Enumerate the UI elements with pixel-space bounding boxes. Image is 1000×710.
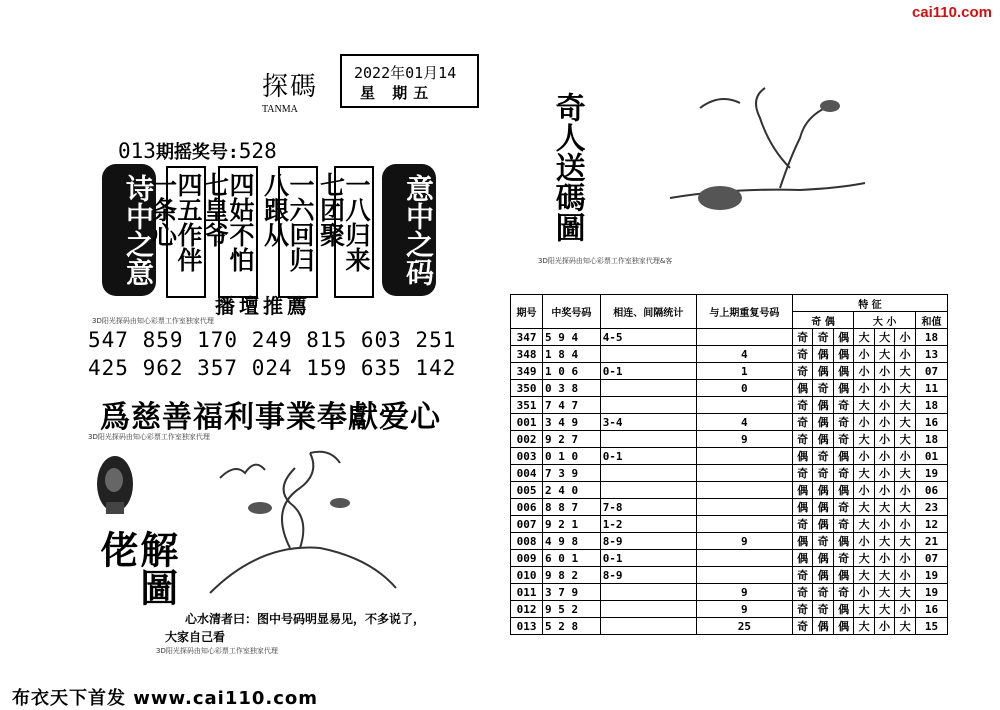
table-row <box>511 482 948 499</box>
cell-oe-3: 偶 <box>833 363 854 380</box>
cell-issue: 347 <box>511 329 543 346</box>
cell-bs-3: 大 <box>895 618 916 635</box>
cell-adjacent <box>600 601 696 618</box>
cell-repeat: 9 <box>696 601 792 618</box>
cell-adjacent: 8-9 <box>600 567 696 584</box>
cell-adjacent <box>600 380 696 397</box>
weekday-text: 星 期五 <box>360 84 435 102</box>
cell-adjacent <box>600 584 696 601</box>
cell-sum: 01 <box>915 448 947 465</box>
cell-winning: 4 9 8 <box>543 533 601 550</box>
cell-adjacent: 1-2 <box>600 516 696 533</box>
cell-sum: 13 <box>915 346 947 363</box>
cell-bs-2: 大 <box>874 346 895 363</box>
cell-oe-2: 偶 <box>813 516 834 533</box>
cell-sum: 19 <box>915 584 947 601</box>
cell-bs-1: 大 <box>854 550 875 567</box>
cell-bs-3: 小 <box>895 567 916 584</box>
cell-issue: 351 <box>511 397 543 414</box>
cell-sum: 07 <box>915 550 947 567</box>
cell-oe-1: 奇 <box>792 414 813 431</box>
cell-oe-3: 奇 <box>833 550 854 567</box>
cell-oe-1: 奇 <box>792 465 813 482</box>
cell-oe-1: 奇 <box>792 346 813 363</box>
cell-sum: 16 <box>915 414 947 431</box>
sprout-sketch <box>200 448 400 598</box>
cell-bs-3: 大 <box>895 363 916 380</box>
cell-adjacent: 8-9 <box>600 533 696 550</box>
col-odd-even: 奇 偶 <box>792 312 854 329</box>
col-sum: 和值 <box>915 312 947 329</box>
cell-issue: 350 <box>511 380 543 397</box>
cell-bs-3: 小 <box>895 550 916 567</box>
cell-oe-1: 奇 <box>792 584 813 601</box>
cell-sum: 18 <box>915 431 947 448</box>
cell-adjacent <box>600 346 696 363</box>
cell-winning: 5 9 4 <box>543 329 601 346</box>
credit-small-3: 3D阳光探码由知心彩票工作室独家代理 <box>156 647 278 655</box>
cell-oe-2: 偶 <box>813 431 834 448</box>
poem-column-2: 四姑不怕七皇爷 <box>218 166 258 298</box>
cell-oe-3: 偶 <box>833 346 854 363</box>
table-row <box>511 618 948 635</box>
cell-oe-3: 奇 <box>833 499 854 516</box>
cell-repeat: 4 <box>696 414 792 431</box>
page-subtitle: TANMA <box>262 104 298 115</box>
cell-issue: 007 <box>511 516 543 533</box>
cell-adjacent <box>600 618 696 635</box>
cell-winning: 9 2 7 <box>543 431 601 448</box>
cell-repeat: 4 <box>696 346 792 363</box>
qiren-sketch <box>640 78 870 228</box>
col-repeat: 与上期重复号码 <box>696 295 792 329</box>
cell-issue: 002 <box>511 431 543 448</box>
cell-oe-1: 奇 <box>792 329 813 346</box>
cell-repeat <box>696 499 792 516</box>
history-table <box>510 294 948 635</box>
cell-bs-1: 大 <box>854 397 875 414</box>
cell-bs-3: 大 <box>895 499 916 516</box>
cell-sum: 23 <box>915 499 947 516</box>
numbers-row-1: 547 859 170 249 815 603 251 <box>88 328 457 352</box>
cell-oe-3: 偶 <box>833 533 854 550</box>
cell-adjacent: 3-4 <box>600 414 696 431</box>
cell-oe-1: 奇 <box>792 567 813 584</box>
cell-bs-2: 小 <box>874 465 895 482</box>
cell-bs-2: 大 <box>874 499 895 516</box>
cell-bs-1: 大 <box>854 431 875 448</box>
cell-winning: 0 3 8 <box>543 380 601 397</box>
cell-bs-1: 大 <box>854 499 875 516</box>
credit-small-2: 3D阳光探码由知心彩票工作室独家代理 <box>88 433 210 441</box>
cell-winning: 3 7 9 <box>543 584 601 601</box>
cell-bs-2: 小 <box>874 516 895 533</box>
cell-sum: 15 <box>915 618 947 635</box>
cell-bs-3: 大 <box>895 397 916 414</box>
table-row <box>511 448 948 465</box>
cell-oe-3: 偶 <box>833 618 854 635</box>
cell-winning: 5 2 8 <box>543 618 601 635</box>
cell-bs-1: 小 <box>854 380 875 397</box>
cell-issue: 013 <box>511 618 543 635</box>
cell-adjacent <box>600 431 696 448</box>
comment-line-1: 心水清者曰：图中号码明显易见，不多说了， <box>185 612 426 626</box>
cell-oe-1: 奇 <box>792 431 813 448</box>
credit-small: 3D阳光探码由知心彩票工作室独家代理 <box>92 317 214 325</box>
cell-oe-2: 奇 <box>813 601 834 618</box>
cell-bs-1: 大 <box>854 567 875 584</box>
cell-oe-3: 偶 <box>833 482 854 499</box>
cell-repeat <box>696 397 792 414</box>
cell-repeat: 9 <box>696 431 792 448</box>
table-row <box>511 516 948 533</box>
cell-adjacent <box>600 482 696 499</box>
cell-oe-1: 奇 <box>792 601 813 618</box>
cell-repeat: 9 <box>696 584 792 601</box>
cell-sum: 19 <box>915 567 947 584</box>
cell-bs-2: 小 <box>874 482 895 499</box>
cell-repeat: 1 <box>696 363 792 380</box>
cell-winning: 1 8 4 <box>543 346 601 363</box>
cell-sum: 11 <box>915 380 947 397</box>
cell-oe-2: 偶 <box>813 363 834 380</box>
table-row <box>511 397 948 414</box>
cell-bs-1: 大 <box>854 601 875 618</box>
cell-bs-3: 大 <box>895 380 916 397</box>
cell-oe-2: 偶 <box>813 567 834 584</box>
cell-bs-2: 大 <box>874 584 895 601</box>
cell-adjacent <box>600 397 696 414</box>
cell-bs-2: 大 <box>874 533 895 550</box>
cell-oe-1: 奇 <box>792 397 813 414</box>
cell-oe-2: 偶 <box>813 550 834 567</box>
cell-issue: 349 <box>511 363 543 380</box>
cell-oe-3: 偶 <box>833 448 854 465</box>
cell-winning: 2 4 0 <box>543 482 601 499</box>
cell-repeat <box>696 550 792 567</box>
recommend-heading: 播壇推薦 <box>215 294 311 318</box>
cell-sum: 18 <box>915 397 947 414</box>
cell-winning: 9 5 2 <box>543 601 601 618</box>
cell-bs-3: 小 <box>895 329 916 346</box>
cell-bs-2: 小 <box>874 448 895 465</box>
cell-bs-3: 小 <box>895 516 916 533</box>
table-row <box>511 601 948 618</box>
cell-bs-2: 大 <box>874 329 895 346</box>
cell-oe-1: 奇 <box>792 516 813 533</box>
cell-bs-1: 大 <box>854 329 875 346</box>
cell-oe-3: 奇 <box>833 584 854 601</box>
cell-bs-2: 小 <box>874 414 895 431</box>
cell-repeat: 9 <box>696 533 792 550</box>
cell-bs-1: 大 <box>854 516 875 533</box>
cell-winning: 9 8 2 <box>543 567 601 584</box>
cell-bs-3: 小 <box>895 601 916 618</box>
cell-issue: 010 <box>511 567 543 584</box>
poem-column-4: 一八归来七团聚 <box>334 166 374 298</box>
cell-oe-2: 偶 <box>813 414 834 431</box>
cell-oe-3: 奇 <box>833 431 854 448</box>
cell-issue: 006 <box>511 499 543 516</box>
footer-text: 布衣天下首发 www.cai110.com <box>12 688 319 709</box>
cell-oe-3: 奇 <box>833 397 854 414</box>
cell-oe-1: 偶 <box>792 380 813 397</box>
cell-bs-1: 小 <box>854 533 875 550</box>
col-big-small: 大 小 <box>854 312 916 329</box>
cell-oe-2: 偶 <box>813 499 834 516</box>
cell-winning: 7 3 9 <box>543 465 601 482</box>
cell-oe-2: 奇 <box>813 380 834 397</box>
cell-repeat <box>696 465 792 482</box>
table-row <box>511 533 948 550</box>
table-row <box>511 550 948 567</box>
cell-bs-2: 大 <box>874 601 895 618</box>
cell-adjacent: 0-1 <box>600 363 696 380</box>
table-row <box>511 329 948 346</box>
cell-oe-3: 偶 <box>833 380 854 397</box>
cell-oe-1: 偶 <box>792 482 813 499</box>
cell-bs-2: 小 <box>874 363 895 380</box>
qiren-title: 奇人送碼圖 <box>549 92 585 242</box>
cell-bs-2: 小 <box>874 380 895 397</box>
cell-sum: 16 <box>915 601 947 618</box>
table-row <box>511 431 948 448</box>
cell-oe-1: 偶 <box>792 533 813 550</box>
cell-oe-2: 偶 <box>813 618 834 635</box>
issue-label: 期摇奖号: <box>155 142 239 163</box>
numbers-row-2: 425 962 357 024 159 635 142 <box>88 356 457 380</box>
cell-oe-3: 偶 <box>833 601 854 618</box>
cell-bs-1: 小 <box>854 584 875 601</box>
cell-bs-3: 小 <box>895 482 916 499</box>
qiren-credit: 3D阳光探码由知心彩票工作室独家代理&客 <box>538 257 673 265</box>
cell-bs-3: 大 <box>895 465 916 482</box>
cell-oe-3: 奇 <box>833 414 854 431</box>
page-title: 探碼 <box>262 72 319 102</box>
comment-line-2: 大家自己看 <box>165 630 226 644</box>
cell-bs-3: 小 <box>895 346 916 363</box>
cell-oe-2: 奇 <box>813 329 834 346</box>
cell-adjacent: 0-1 <box>600 550 696 567</box>
cell-winning: 6 0 1 <box>543 550 601 567</box>
poem-column-1: 四五作伴一条心 <box>166 166 206 298</box>
table-row <box>511 414 948 431</box>
cell-bs-3: 大 <box>895 584 916 601</box>
poem-left-box: 诗中之意 <box>102 164 156 296</box>
cell-sum: 12 <box>915 516 947 533</box>
cell-bs-3: 大 <box>895 414 916 431</box>
cell-repeat: 0 <box>696 380 792 397</box>
col-features: 特 征 <box>792 295 947 312</box>
cell-repeat <box>696 567 792 584</box>
table-row <box>511 499 948 516</box>
cell-sum: 19 <box>915 465 947 482</box>
cell-winning: 1 0 6 <box>543 363 601 380</box>
table-row <box>511 465 948 482</box>
cell-bs-2: 小 <box>874 397 895 414</box>
cell-issue: 348 <box>511 346 543 363</box>
col-winning: 中奖号码 <box>543 295 601 329</box>
portrait-image <box>92 452 138 522</box>
charity-slogan: 爲慈善福利事業奉獻爱心 <box>100 400 441 435</box>
issue-prefix: 013 <box>118 139 156 163</box>
cell-adjacent <box>600 465 696 482</box>
cell-bs-3: 大 <box>895 533 916 550</box>
cell-sum: 18 <box>915 329 947 346</box>
cell-bs-1: 小 <box>854 346 875 363</box>
cell-winning: 0 1 0 <box>543 448 601 465</box>
jietu-title: 解圖佬 <box>93 530 179 606</box>
cell-issue: 009 <box>511 550 543 567</box>
cell-oe-1: 奇 <box>792 363 813 380</box>
site-logo: cai110.com <box>911 4 992 21</box>
cell-bs-1: 小 <box>854 363 875 380</box>
cell-issue: 008 <box>511 533 543 550</box>
poem-column-3: 一六回归八跟从 <box>278 166 318 298</box>
cell-repeat <box>696 448 792 465</box>
issue-line <box>118 138 277 164</box>
cell-oe-2: 奇 <box>813 465 834 482</box>
cell-issue: 003 <box>511 448 543 465</box>
table-row <box>511 584 948 601</box>
cell-oe-1: 偶 <box>792 448 813 465</box>
cell-repeat <box>696 329 792 346</box>
cell-repeat <box>696 516 792 533</box>
cell-oe-2: 奇 <box>813 584 834 601</box>
cell-oe-2: 奇 <box>813 448 834 465</box>
cell-winning: 7 4 7 <box>543 397 601 414</box>
cell-sum: 21 <box>915 533 947 550</box>
cell-winning: 9 2 1 <box>543 516 601 533</box>
cell-adjacent: 7-8 <box>600 499 696 516</box>
cell-sum: 06 <box>915 482 947 499</box>
cell-oe-2: 偶 <box>813 482 834 499</box>
cell-oe-1: 偶 <box>792 550 813 567</box>
cell-issue: 011 <box>511 584 543 601</box>
cell-repeat <box>696 482 792 499</box>
table-row <box>511 363 948 380</box>
table-row <box>511 380 948 397</box>
cell-oe-1: 偶 <box>792 499 813 516</box>
cell-bs-1: 大 <box>854 465 875 482</box>
cell-oe-2: 偶 <box>813 346 834 363</box>
col-adjacent: 相连、间隔统计 <box>600 295 696 329</box>
cell-winning: 3 4 9 <box>543 414 601 431</box>
cell-bs-3: 大 <box>895 431 916 448</box>
cell-issue: 001 <box>511 414 543 431</box>
cell-bs-1: 小 <box>854 448 875 465</box>
cell-adjacent: 0-1 <box>600 448 696 465</box>
cell-issue: 005 <box>511 482 543 499</box>
cell-issue: 004 <box>511 465 543 482</box>
cell-oe-2: 偶 <box>813 397 834 414</box>
cell-oe-1: 奇 <box>792 618 813 635</box>
date-text: 2022年01月14 <box>354 64 457 82</box>
cell-bs-2: 大 <box>874 567 895 584</box>
cell-bs-3: 小 <box>895 448 916 465</box>
cell-bs-1: 小 <box>854 414 875 431</box>
table-row <box>511 567 948 584</box>
poem-right-box: 意中之码 <box>382 164 436 296</box>
cell-oe-3: 奇 <box>833 516 854 533</box>
cell-sum: 07 <box>915 363 947 380</box>
cell-winning: 8 8 7 <box>543 499 601 516</box>
cell-issue: 012 <box>511 601 543 618</box>
table-row <box>511 346 948 363</box>
cell-bs-1: 大 <box>854 618 875 635</box>
cell-adjacent: 4-5 <box>600 329 696 346</box>
cell-bs-1: 小 <box>854 482 875 499</box>
cell-oe-2: 奇 <box>813 533 834 550</box>
col-issue: 期号 <box>511 295 543 329</box>
cell-oe-3: 偶 <box>833 567 854 584</box>
cell-repeat: 25 <box>696 618 792 635</box>
cell-oe-3: 奇 <box>833 465 854 482</box>
cell-bs-2: 小 <box>874 431 895 448</box>
issue-number: 528 <box>238 139 277 163</box>
cell-bs-2: 小 <box>874 550 895 567</box>
cell-bs-2: 小 <box>874 618 895 635</box>
cell-oe-3: 偶 <box>833 329 854 346</box>
